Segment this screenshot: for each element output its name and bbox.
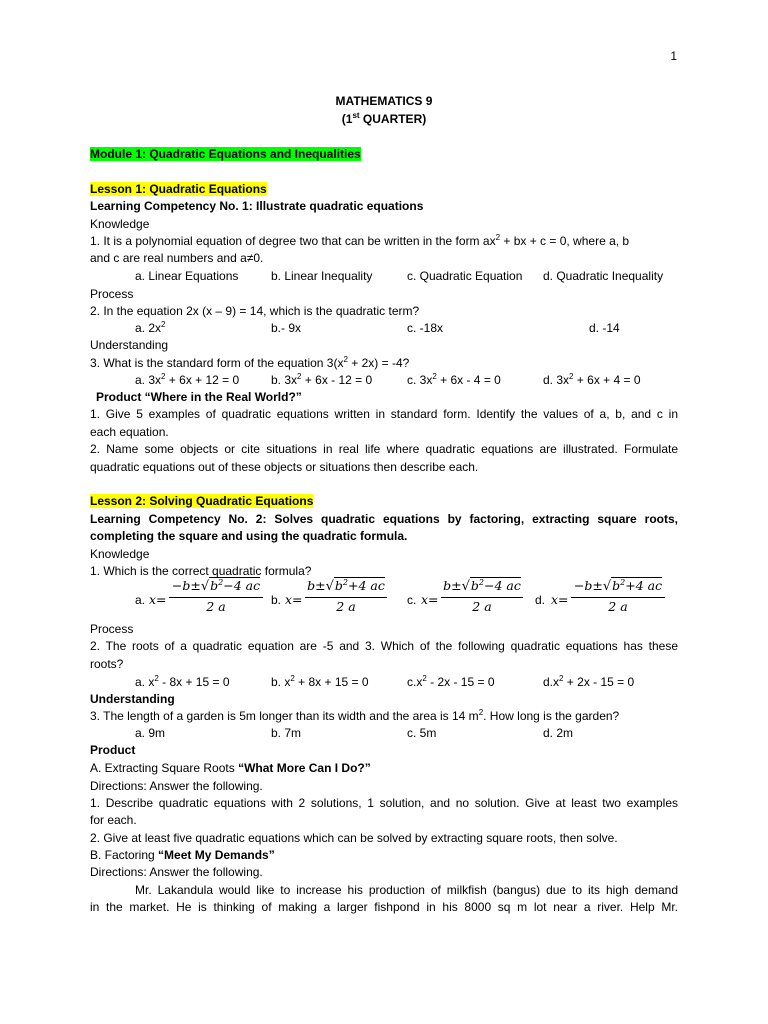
lesson1-q1-option-a: a. Linear Equations [135,269,239,283]
lesson2-understanding-label: Understanding [90,692,175,706]
lesson1-product-item1-line1: 1. Give 5 examples of quadratic equations written in standard form. Identify the values of a, b, and c in [90,407,678,421]
lesson2-q3-option-c: c. 5m [407,726,437,740]
lesson2-q2-line1: 2. The roots of a quadratic equation are -5 and 3. Which of the following quadratic equations has these [90,639,678,653]
lesson1-q1-option-c: c. Quadratic Equation [407,269,523,283]
lesson1-q1-option-d: d. Quadratic Inequality [543,269,664,283]
formula-option-d: d. x= $-b\pm√b^2+4$ ac 2 a [535,580,667,620]
lesson1-q2-option-a: a. $2x^2$ [135,320,166,335]
module-heading: Module 1: Quadratic Equations and Inequalities [90,147,361,161]
lesson1-q1-option-b: b. Linear Inequality [271,269,373,283]
formula-option-c: c. x= $b\pm√b^2-4$ ac 2 a [407,580,527,620]
page-number: 1 [670,49,677,63]
lesson2-q2-option-a: a. $x^2 - 8x + 15 = 0$ [135,674,230,689]
lesson1-product-label: Product “Where in the Real World?” [96,390,302,404]
lesson2-q2-option-c: $c.x^2 - 2x - 15 = 0$ [407,674,495,689]
lesson2-q2-option-d: $d.x^2 + 2x - 15 = 0$ [543,674,635,689]
product-a-item1-line1: 1. Describe quadratic equations with 2 solutions, 1 solution, and no solution. Give at least two examples [90,796,678,810]
lesson1-q1-line2: and c are real numbers and a≠0. [90,251,264,265]
lesson2-q3-option-a: a. 9m [135,726,166,740]
lesson1-q3-option-c: c. $3x^2 + 6x - 4 = 0$ [407,372,501,387]
lesson2-competency-line2: completing the square and using the quadratic formula. [90,529,408,543]
lesson2-q2-option-b: b. $x^2 + 8x + 15 = 0$ [271,674,369,689]
lesson2-q3-option-b: b. 7m [271,726,302,740]
product-a-heading: A. Extracting Square Roots “What More Can I Do?” [90,761,371,775]
lesson1-competency: Learning Competency No. 1: Illustrate quadratic equations [90,199,424,213]
lesson2-knowledge-label: Knowledge [90,547,150,561]
lesson2-competency-line1: Learning Competency No. 2: Solves quadratic equations by factoring, extracting square roots, [90,512,678,526]
lesson1-q3-option-b: b. $3x^2 + 6x - 12 = 0$ [271,372,373,387]
lesson1-q1-line1: 1. It is a polynomial equation of degree two that can be written in the form $ax^2$ + bx + c = 0, where a, b [90,233,630,248]
lesson1-knowledge-label: Knowledge [90,217,150,231]
product-b-heading: B. Factoring “Meet My Demands” [90,848,275,862]
lesson2-q2-line2: roots? [90,657,124,671]
lesson1-q3: 3. What is the standard form of the equation $3(x^2 + 2x) = -4$? [90,355,410,370]
lesson2-process-label: Process [90,622,134,636]
lesson2-q1: 1. Which is the correct quadratic formula? [90,564,312,578]
lesson2-q3: 3. The length of a garden is 5m longer than its width and the area is 14 $m^2$. How long is the garden? [90,708,620,723]
lesson1-process-label: Process [90,287,134,301]
lesson1-product-item2-line2: quadratic equations out of these objects or situations then describe each. [90,460,479,474]
lesson1-product-item1-line2: each equation. [90,425,169,439]
product-a-directions: Directions: Answer the following. [90,779,263,793]
lesson2-q3-option-d: d. 2m [543,726,574,740]
lesson1-q3-option-d: d. $3x^2 + 6x + 4 = 0$ [543,372,641,387]
lesson1-q3-option-a: a. $3x^2 + 6x + 12 = 0$ [135,372,240,387]
lesson1-q2-option-b: b.- 9x [271,321,302,335]
lesson1-q2-option-c: c. -18x [407,321,444,335]
product-a-item1-line2: for each. [90,813,137,827]
lesson2-product-label: Product [90,743,136,757]
formula-option-b: b. x= $b\pm√b^2+4$ ac 2 a [271,580,391,620]
formula-option-a: a. x= $-b\pm√b^2-4$ ac 2 a [135,580,265,620]
product-a-item2: 2. Give at least five quadratic equations which can be solved by extracting square roots, then solve. [90,831,618,845]
product-b-paragraph-line2: in the market. He is thinking of making a larger fishpond in his 8000 sq m lot near a river. Help Mr. [90,900,678,914]
lesson2-heading: Lesson 2: Solving Quadratic Equations [90,494,314,508]
lesson1-product-item2-line1: 2. Name some objects or cite situations in real life where quadratic equations are illustrated. Formulate [90,442,678,456]
quarter-title: (1st QUARTER) [341,111,427,126]
lesson1-understanding-label: Understanding [90,338,169,352]
product-b-directions: Directions: Answer the following. [90,865,263,879]
product-b-paragraph-line1: Mr. Lakandula would like to increase his production of milkfish (bangus) due to its high demand [135,883,678,897]
document-title: MATHEMATICS 9 [335,94,433,108]
lesson1-q2: 2. In the equation 2x (x – 9) = 14, which is the quadratic term? [90,304,420,318]
lesson1-q2-option-d: d. -14 [589,321,620,335]
lesson1-heading: Lesson 1: Quadratic Equations [90,182,267,196]
